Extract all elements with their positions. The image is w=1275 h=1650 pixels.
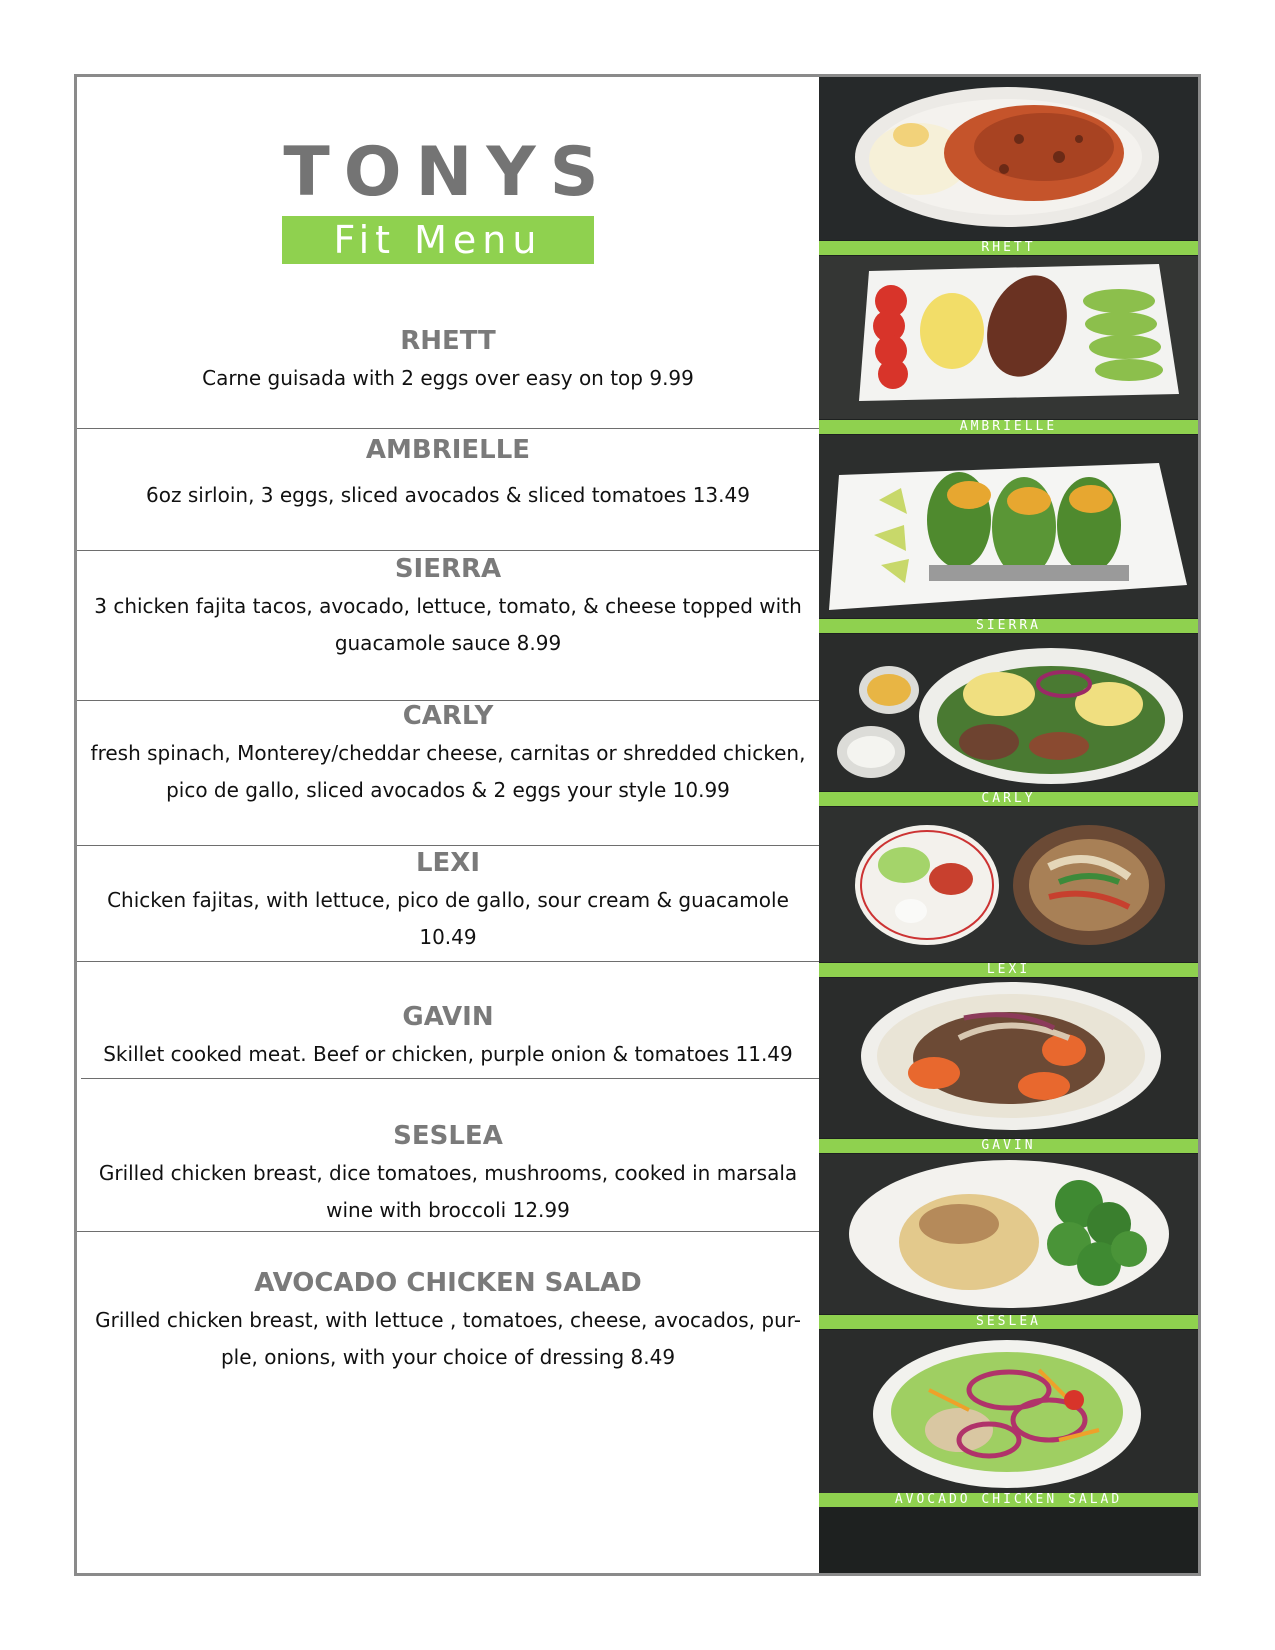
item-name: CARLY [402, 701, 494, 731]
dish-photo-sierra [819, 435, 1198, 618]
item-description-line: ple, onions, with your choice of dressing 8.49 [220, 1345, 676, 1369]
dish-photo-seslea [819, 1154, 1198, 1314]
menu-item-rhett [77, 324, 819, 397]
item-name: SIERRA [394, 554, 502, 584]
photo-caption: GAVIN [819, 1139, 1198, 1153]
item-name: SESLEA [393, 1121, 503, 1151]
menu-item-ambrielle [77, 433, 819, 514]
menu-item-carly [77, 699, 819, 809]
dish-photo-rhett [819, 77, 1198, 240]
brand-subtitle-banner: Fit Menu [282, 216, 594, 264]
photo-caption: AMBRIELLE [819, 420, 1198, 434]
item-description: Carne guisada with 2 eggs over easy on top 9.99 [202, 366, 694, 390]
divider [81, 1078, 819, 1079]
item-description [83, 735, 813, 809]
dish-photo-gavin [819, 978, 1198, 1138]
brand-title: TONYS [283, 133, 613, 212]
item-description-line: wine with broccoli 12.99 [326, 1198, 570, 1222]
photo-column [819, 77, 1198, 1573]
item-description [83, 1155, 813, 1229]
menu-item-lexi [77, 846, 819, 956]
divider [77, 428, 819, 429]
item-description: 6oz sirloin, 3 eggs, sliced avocados & sliced tomatoes 13.49 [146, 483, 750, 507]
menu-item-avocado-chicken-salad [77, 1266, 819, 1376]
menu-item-gavin [77, 1000, 819, 1073]
item-name: GAVIN [402, 1002, 494, 1032]
item-name: AVOCADO CHICKEN SALAD [254, 1268, 642, 1298]
menu-text-column [77, 77, 819, 1573]
item-description-line: fresh spinach, Monterey/cheddar cheese, carnitas or shredded chicken, [90, 741, 806, 765]
item-description-line: 3 chicken fajita tacos, avocado, lettuce, tomato, & cheese topped with [94, 594, 802, 618]
dish-photo-ambrielle [819, 256, 1198, 419]
item-name: RHETT [400, 326, 496, 356]
item-name: AMBRIELLE [365, 435, 531, 465]
dish-photo-lexi [819, 807, 1198, 962]
item-description [83, 588, 813, 662]
menu-item-seslea [77, 1119, 819, 1229]
menu-frame [74, 74, 1201, 1576]
photo-caption: RHETT [819, 241, 1198, 255]
item-description [83, 1302, 813, 1376]
photo-caption: AVOCADO CHICKEN SALAD [819, 1493, 1198, 1507]
photo-caption: CARLY [819, 792, 1198, 806]
item-description-line: Chicken fajitas, with lettuce, pico de gallo, sour cream & guacamole [107, 888, 789, 912]
divider [77, 1231, 819, 1232]
item-description-line: guacamole sauce 8.99 [334, 631, 562, 655]
item-description [83, 882, 813, 956]
photo-caption: LEXI [819, 963, 1198, 977]
menu-item-sierra [77, 552, 819, 662]
item-description-line: 10.49 [419, 925, 477, 949]
divider [77, 961, 819, 962]
photo-caption: SIERRA [819, 619, 1198, 633]
dish-photo-avocado-chicken-salad [819, 1330, 1198, 1493]
dish-photo-carly [819, 634, 1198, 791]
item-description: Skillet cooked meat. Beef or chicken, purple onion & tomatoes 11.49 [103, 1042, 793, 1066]
item-description-line: pico de gallo, sliced avocados & 2 eggs your style 10.99 [166, 778, 730, 802]
item-description-line: Grilled chicken breast, with lettuce , tomatoes, cheese, avocados, pur- [95, 1308, 801, 1332]
item-description-line: Grilled chicken breast, dice tomatoes, mushrooms, cooked in marsala [98, 1161, 798, 1185]
item-name: LEXI [415, 848, 481, 878]
photo-caption: SESLEA [819, 1315, 1198, 1329]
divider [77, 550, 819, 551]
